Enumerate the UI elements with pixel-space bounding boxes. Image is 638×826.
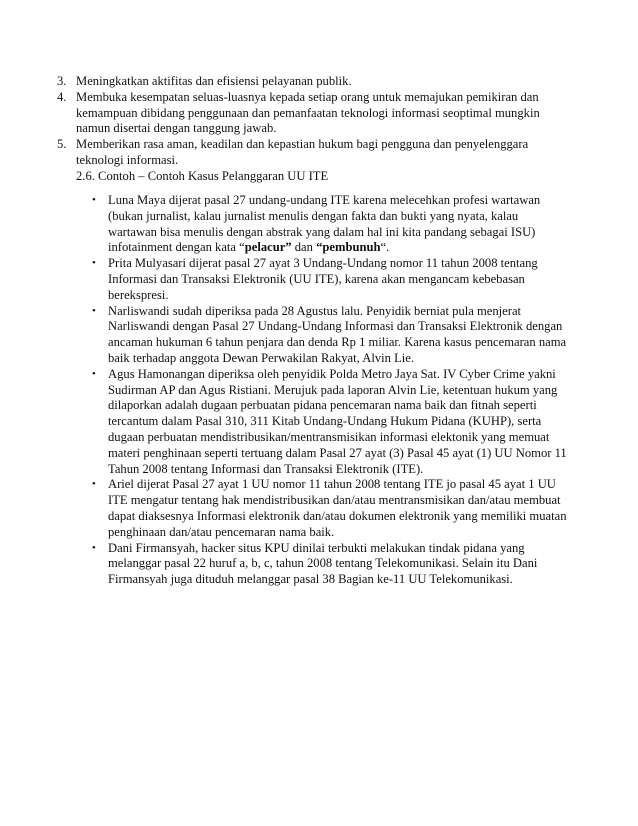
bullet-item — [92, 304, 569, 367]
bullet-text: Narliswandi sudah diperiksa pada 28 Agustus lalu. Penyidik berniat pula menjerat Narliswandi dengan Pasal 27 Undang-Undang Informasi dan Transaksi Elektronik dengan ancaman hukuman 6 tahun penjara dan denda Rp 1 miliar. Karena kasus pencemaran nama baik terhadap anggota Dewan Perwakilan Rakyat, Alvin Lie. — [108, 303, 567, 365]
list-text: Membuka kesempatan seluas-luasnya kepada setiap orang untuk memajukan pemikiran dan kemampuan dibidang penggunaan dan pemanfaatan teknologi informasi seoptimal mungkin namun disertai dengan tanggung jawab. — [76, 89, 540, 136]
list-item — [57, 90, 577, 137]
bullet-text: “. — [380, 240, 390, 255]
bold-word: pelacur” — [244, 240, 292, 255]
list-text: Meningkatkan aktifitas dan efisiensi pelayanan publik. — [76, 74, 352, 88]
list-item — [57, 74, 577, 90]
list-number: 3. — [57, 74, 67, 88]
list-number: 4. — [57, 89, 67, 104]
list-number: 5. — [57, 137, 67, 152]
bullet-glyph: • — [92, 541, 96, 554]
bullet-text: Luna Maya dijerat pasal 27 undang-undang ITE karena melecehkan profesi wartawan (bukan jurnalist, kalau jurnalist menulis dengan fakta dan bukti yang nyata, kalau wartawan bisa menulis dengan abstrak yang dalam hal ini kita pandang sebagai ISU) infotainment dengan kata “ — [108, 193, 541, 255]
bullet-list — [92, 193, 569, 588]
numbered-list — [57, 74, 577, 185]
bullet-text: Agus Hamonangan diperiksa oleh penyidik Polda Metro Jaya Sat. IV Cyber Crime yakni Sudirman AP dan Agus Ristiani. Merujuk pada laporan Alvin Lie, ketentuan hukum yang dilaporkan adalah dugaan perbuatan pidana pencemaran nama baik dan fitnah seperti tercantum dalam Pasal 310, 311 Kitab Undang-Undang Hukum Pidana (KUHP), serta dugaan perbuatan mendistribusikan/mentransmisikan informasi elektonik yang memuat materi penghinaan seperti tertuang dalam Pasal 27 ayat (3) Pasal 45 ayat (1) UU Nomor 11 Tahun 2008 tentang Informasi dan Transaksi Elektronik (ITE). — [108, 366, 567, 476]
bullet-item — [92, 193, 569, 256]
bullet-text: Prita Mulyasari dijerat pasal 27 ayat 3 Undang-Undang nomor 11 tahun 2008 tentang Informasi dan Transaksi Elektronik (UU ITE), karena akan mengancam kebebasan berekspresi. — [108, 256, 538, 302]
bullet-text: dan — [291, 240, 317, 255]
bullet-text: Ariel dijerat Pasal 27 ayat 1 UU nomor 11 tahun 2008 tentang ITE jo pasal 45 ayat 1 UU ITE mengatur tentang hak mendistribusikan dan/atau mentransmisikan dan/atau membuat dapat diaksesnya Informasi elektronik dan/atau dokumen elektronik yang memiliki muatan penghinaan dan/atau pencemaran nama baik. — [108, 477, 567, 539]
bullet-item — [92, 541, 569, 588]
list-text: Memberikan rasa aman, keadilan dan kepastian hukum bagi pengguna dan penyelenggara teknologi informasi. — [76, 137, 529, 167]
section-heading: 2.6. Contoh – Contoh Kasus Pelanggaran UU ITE — [76, 168, 329, 183]
bullet-glyph: • — [92, 194, 96, 206]
bullet-glyph: • — [92, 367, 96, 380]
bullet-glyph: • — [92, 304, 96, 317]
bold-word: “pembunuh — [316, 240, 381, 255]
bullet-item — [92, 477, 569, 540]
bullet-glyph: • — [92, 478, 96, 491]
bullet-item — [92, 367, 569, 478]
bullet-item — [92, 256, 569, 303]
bullet-text: Dani Firmansyah, hacker situs KPU dinilai terbukti melakukan tindak pidana yang melanggar pasal 22 huruf a, b, c, tahun 2008 tentang Telekomunikasi. Selain itu Dani Firmansyah juga dituduh melanggar pasal 38 Bagian ke-11 UU Telekomunikasi. — [108, 540, 538, 587]
list-item — [57, 137, 577, 169]
bullet-glyph: • — [92, 257, 96, 270]
